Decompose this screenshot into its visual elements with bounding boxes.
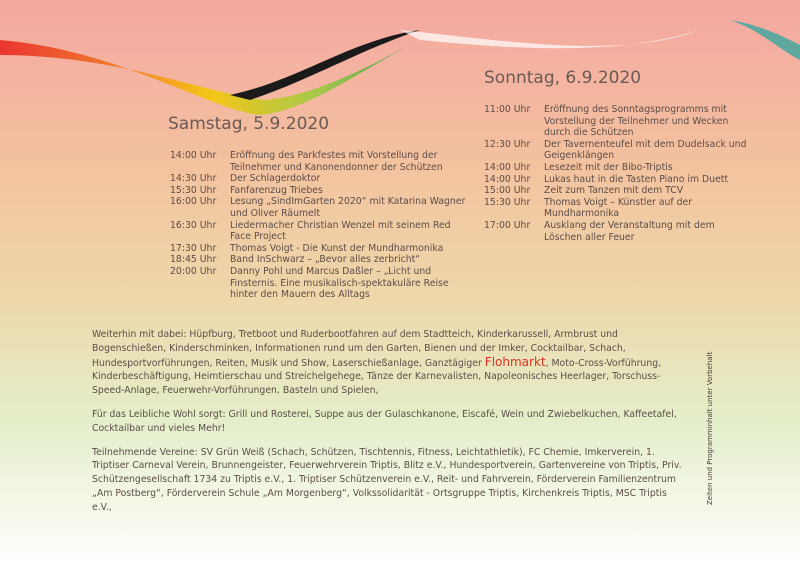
schedule-description: Der Tavernenteufel mit dem Dudelsack und Geigenklängen (544, 138, 747, 162)
info-text (92, 328, 682, 525)
schedule-row (170, 185, 470, 197)
schedule-row (484, 220, 754, 243)
schedule-row (170, 220, 470, 243)
schedule-description: Eröffnung des Parkfestes mit Vorstellung der Teilnehmer und Kanonendonner der Schützen (230, 150, 443, 173)
schedule-description: Lesung „SindImGarten 2020“ mit Katarina Wagner und Oliver Räumelt (230, 196, 466, 219)
schedule-time: 15:00 Uhr (484, 185, 531, 197)
schedule-time: 14:00 Uhr (484, 173, 531, 185)
schedule-time: 15:30 Uhr (484, 196, 531, 208)
schedule-row (170, 196, 470, 219)
schedule-time: 18:45 Uhr (170, 254, 217, 266)
sunday-title: Sonntag, 6.9.2020 (484, 68, 642, 88)
saturday-schedule (170, 150, 470, 301)
schedule-description: Eröffnung des Sonntagsprogramms mit Vorstellung der Teilnehmer und Wecken durch die Schützen (544, 104, 729, 139)
schedule-row (170, 266, 470, 301)
schedule-time: 11:00 Uhr (484, 104, 531, 115)
schedule-time: 15:30 Uhr (170, 184, 217, 196)
schedule-description: Lesezeit mit der Bibo-Triptis (544, 161, 673, 173)
saturday-title: Samstag, 5.9.2020 (168, 114, 330, 134)
schedule-row (170, 173, 470, 185)
schedule-row (170, 243, 470, 255)
schedule-row (484, 139, 754, 162)
schedule-description: Fanfarenzug Triebes (230, 184, 323, 196)
schedule-row (484, 104, 754, 139)
schedule-description: Liedermacher Christian Wenzel mit seinem Red Face Project (230, 219, 451, 243)
schedule-description: Danny Pohl und Marcus Daßler – „Licht und Finsternis. Eine musikalisch-spektakuläre Reise hinter den Mauern des Alltags (230, 265, 449, 301)
schedule-time: 16:30 Uhr (170, 219, 217, 231)
schedule-row (170, 254, 470, 266)
schedule-time: 14:30 Uhr (170, 173, 217, 185)
schedule-time: 12:30 Uhr (484, 138, 531, 150)
catering-paragraph: Für das Leibliche Wohl sorgt: Grill und Rosterei, Suppe aus der Gulaschkanone, Eiscafé, Wein und Zwiebelkuchen, Kaffeetafel, Cocktailbar und vieles Mehr! (92, 408, 677, 434)
schedule-time: 16:00 Uhr (170, 196, 217, 208)
schedule-description: Band InSchwarz – „Bevor alles zerbricht“ (230, 254, 421, 266)
schedule-row (484, 174, 754, 186)
schedule-row (484, 162, 754, 174)
schedule-row (170, 150, 470, 173)
clubs-paragraph: Teilnehmende Vereine: SV Grün Weiß (Schach, Schützen, Tischtennis, Fitness, Leichtathletik), FC Chemie, Imkerverein, 1. Triptiser Carneval Verein, Brunnengeister, Feuerwehrverein Triptis, Blitz e.V., Hundesportverein, Gartenvereine von Triptis, Priv. Schützengesellschaft 1734 zu Triptis e.V., 1. Triptiser Schützenverein e.V., Reit- und Fahrverein, Förderverein Familienzentrum „Am Postberg“, Förderverein Schule „Am Morgenberg“, Volkssolidarität - Ortsgruppe Triptis, Kirchenkreis Triptis, MSC Triptis e.V., (92, 446, 682, 513)
schedule-description: Thomas Voigt - Die Kunst der Mundharmonika (230, 242, 444, 254)
schedule-row (484, 185, 754, 197)
schedule-description: Der Schlagerdoktor (230, 173, 321, 185)
activities-paragraph: Weiterhin mit dabei: Hüpfburg, Tretboot und Ruderbootfahren auf dem Stadtteich, Kinderkarussell, Armbrust und Bogenschießen, Kinderschminken, Informationen rund um den Garten, Bienen und der Imker, Cocktailbar, Schach, Hundesportvorführungen, Reiten, Musik und Show, Laserschießanlage, Ganztägiger Flohmarkt, Moto-Cross-Vorführung, Kinderbeschäftigung, Heimtierschau und Streichelgehege, Tänze der Karnevalisten, Napoleonisches Heerlager, Torschuss-Speed-Anlage, Feuerwehr-Vorführungen, Basteln und Spielen, (92, 329, 662, 397)
schedule-time: 14:00 Uhr (170, 150, 217, 161)
schedule-description: Lukas haut in die Tasten Piano im Duett (544, 173, 729, 185)
flohmarkt-highlight: Flohmarkt (484, 354, 546, 369)
schedule-row (484, 197, 754, 220)
sunday-schedule (484, 104, 754, 243)
disclaimer-note: Zeiten und Programminhalt unter Vorbehalt (706, 351, 714, 505)
schedule-description: Thomas Voigt – Künstler auf der Mundharmonika (544, 196, 693, 220)
schedule-time: 17:30 Uhr (170, 242, 217, 254)
schedule-time: 17:00 Uhr (484, 219, 531, 231)
schedule-description: Zeit zum Tanzen mit dem TCV (544, 185, 684, 197)
schedule-time: 20:00 Uhr (170, 265, 217, 277)
schedule-description: Ausklang der Veranstaltung mit dem Löschen aller Feuer (544, 219, 715, 243)
schedule-time: 14:00 Uhr (484, 161, 531, 173)
